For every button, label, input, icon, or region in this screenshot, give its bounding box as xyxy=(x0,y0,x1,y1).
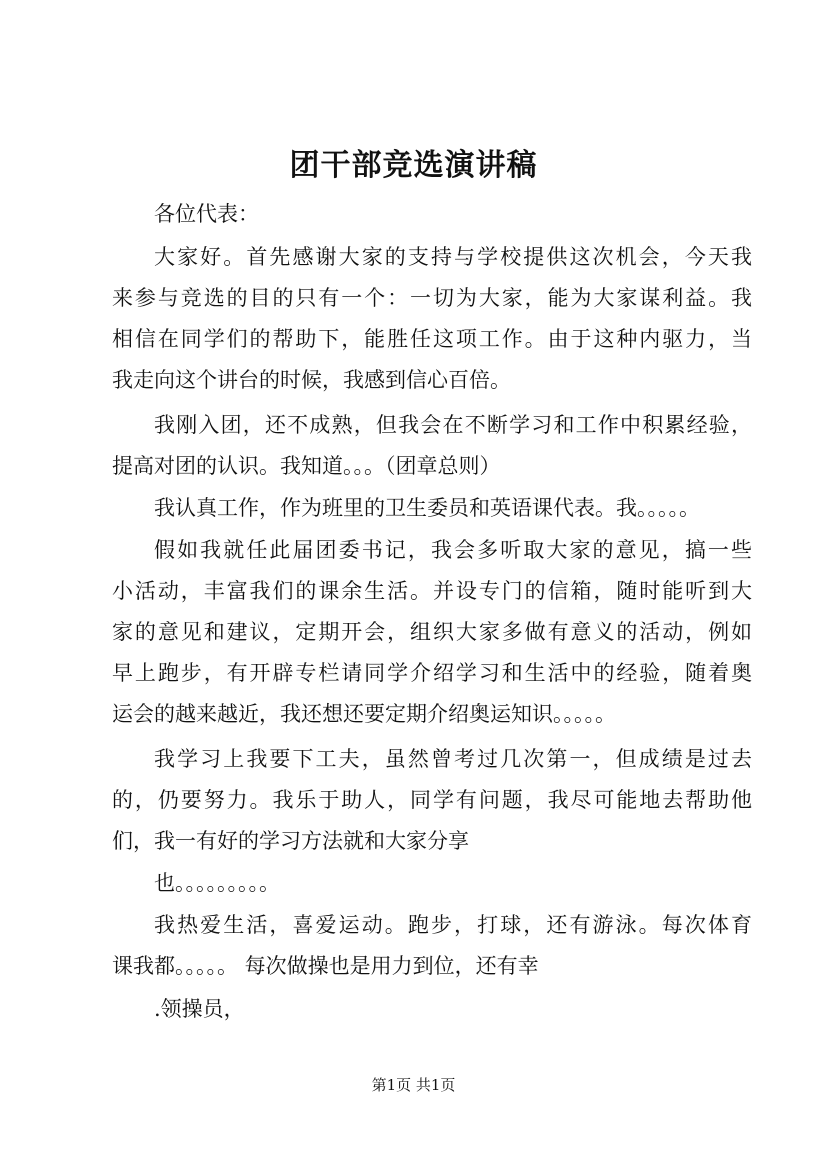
paragraph-line: 也。。。。。。。。。 xyxy=(154,871,280,895)
paragraph-line: 我刚入团，还不成熟，但我会在不断学习和工作中积累经验， xyxy=(154,413,752,437)
paragraph-line: 相信在同学们的帮助下，能胜任这项工作。由于这种内驱力，当 xyxy=(112,327,752,351)
paragraph-line: 来参与竞选的目的只有一个：一切为大家，能为大家谋利益。我 xyxy=(112,286,752,310)
paragraph-line: 我学习上我要下工夫，虽然曾考过几次第一，但成绩是过去 xyxy=(154,747,752,771)
paragraph-line: 提高对团的认识。我知道。。。（团章总则） xyxy=(112,454,501,478)
salutation: 各位代表： xyxy=(154,202,259,226)
paragraph-line: 大家好。首先感谢大家的支持与学校提供这次机会，今天我 xyxy=(154,245,752,269)
paragraph-line: 的，仍要努力。我乐于助人，同学有问题，我尽可能地去帮助他 xyxy=(112,788,752,812)
paragraph-line: 们，我一有好的学习方法就和大家分享 xyxy=(112,829,469,853)
document-title: 团干部竞选演讲稿 xyxy=(289,148,538,183)
paragraph-line: 家的意见和建议，定期开会，组织大家多做有意义的活动，例如 xyxy=(112,620,752,644)
page-number: 第1页 共1页 xyxy=(371,1076,456,1094)
paragraph-line: 课我都。。。。。 每次做操也是用力到位，还有幸 xyxy=(112,954,539,978)
paragraph-line: 我走向这个讲台的时候，我感到信心百倍。 xyxy=(112,368,511,392)
paragraph-line: 小活动，丰富我们的课余生活。并设专门的信箱，随时能听到大 xyxy=(112,579,752,603)
paragraph-line: 假如我就任此届团委书记，我会多听取大家的意见，搞一些 xyxy=(154,538,752,562)
paragraph-line: 我热爱生活，喜爱运动。跑步，打球，还有游泳。每次体育 xyxy=(154,913,752,937)
paragraph-line: 我认真工作，作为班里的卫生委员和英语课代表。我。。。。。 xyxy=(154,496,700,520)
paragraph-line: .领操员， xyxy=(154,997,245,1021)
paragraph-line: 运会的越来越近，我还想还要定期介绍奥运知识。。。。。 xyxy=(112,702,616,726)
paragraph-line: 早上跑步，有开辟专栏请同学介绍学习和生活中的经验，随着奥 xyxy=(112,661,752,685)
